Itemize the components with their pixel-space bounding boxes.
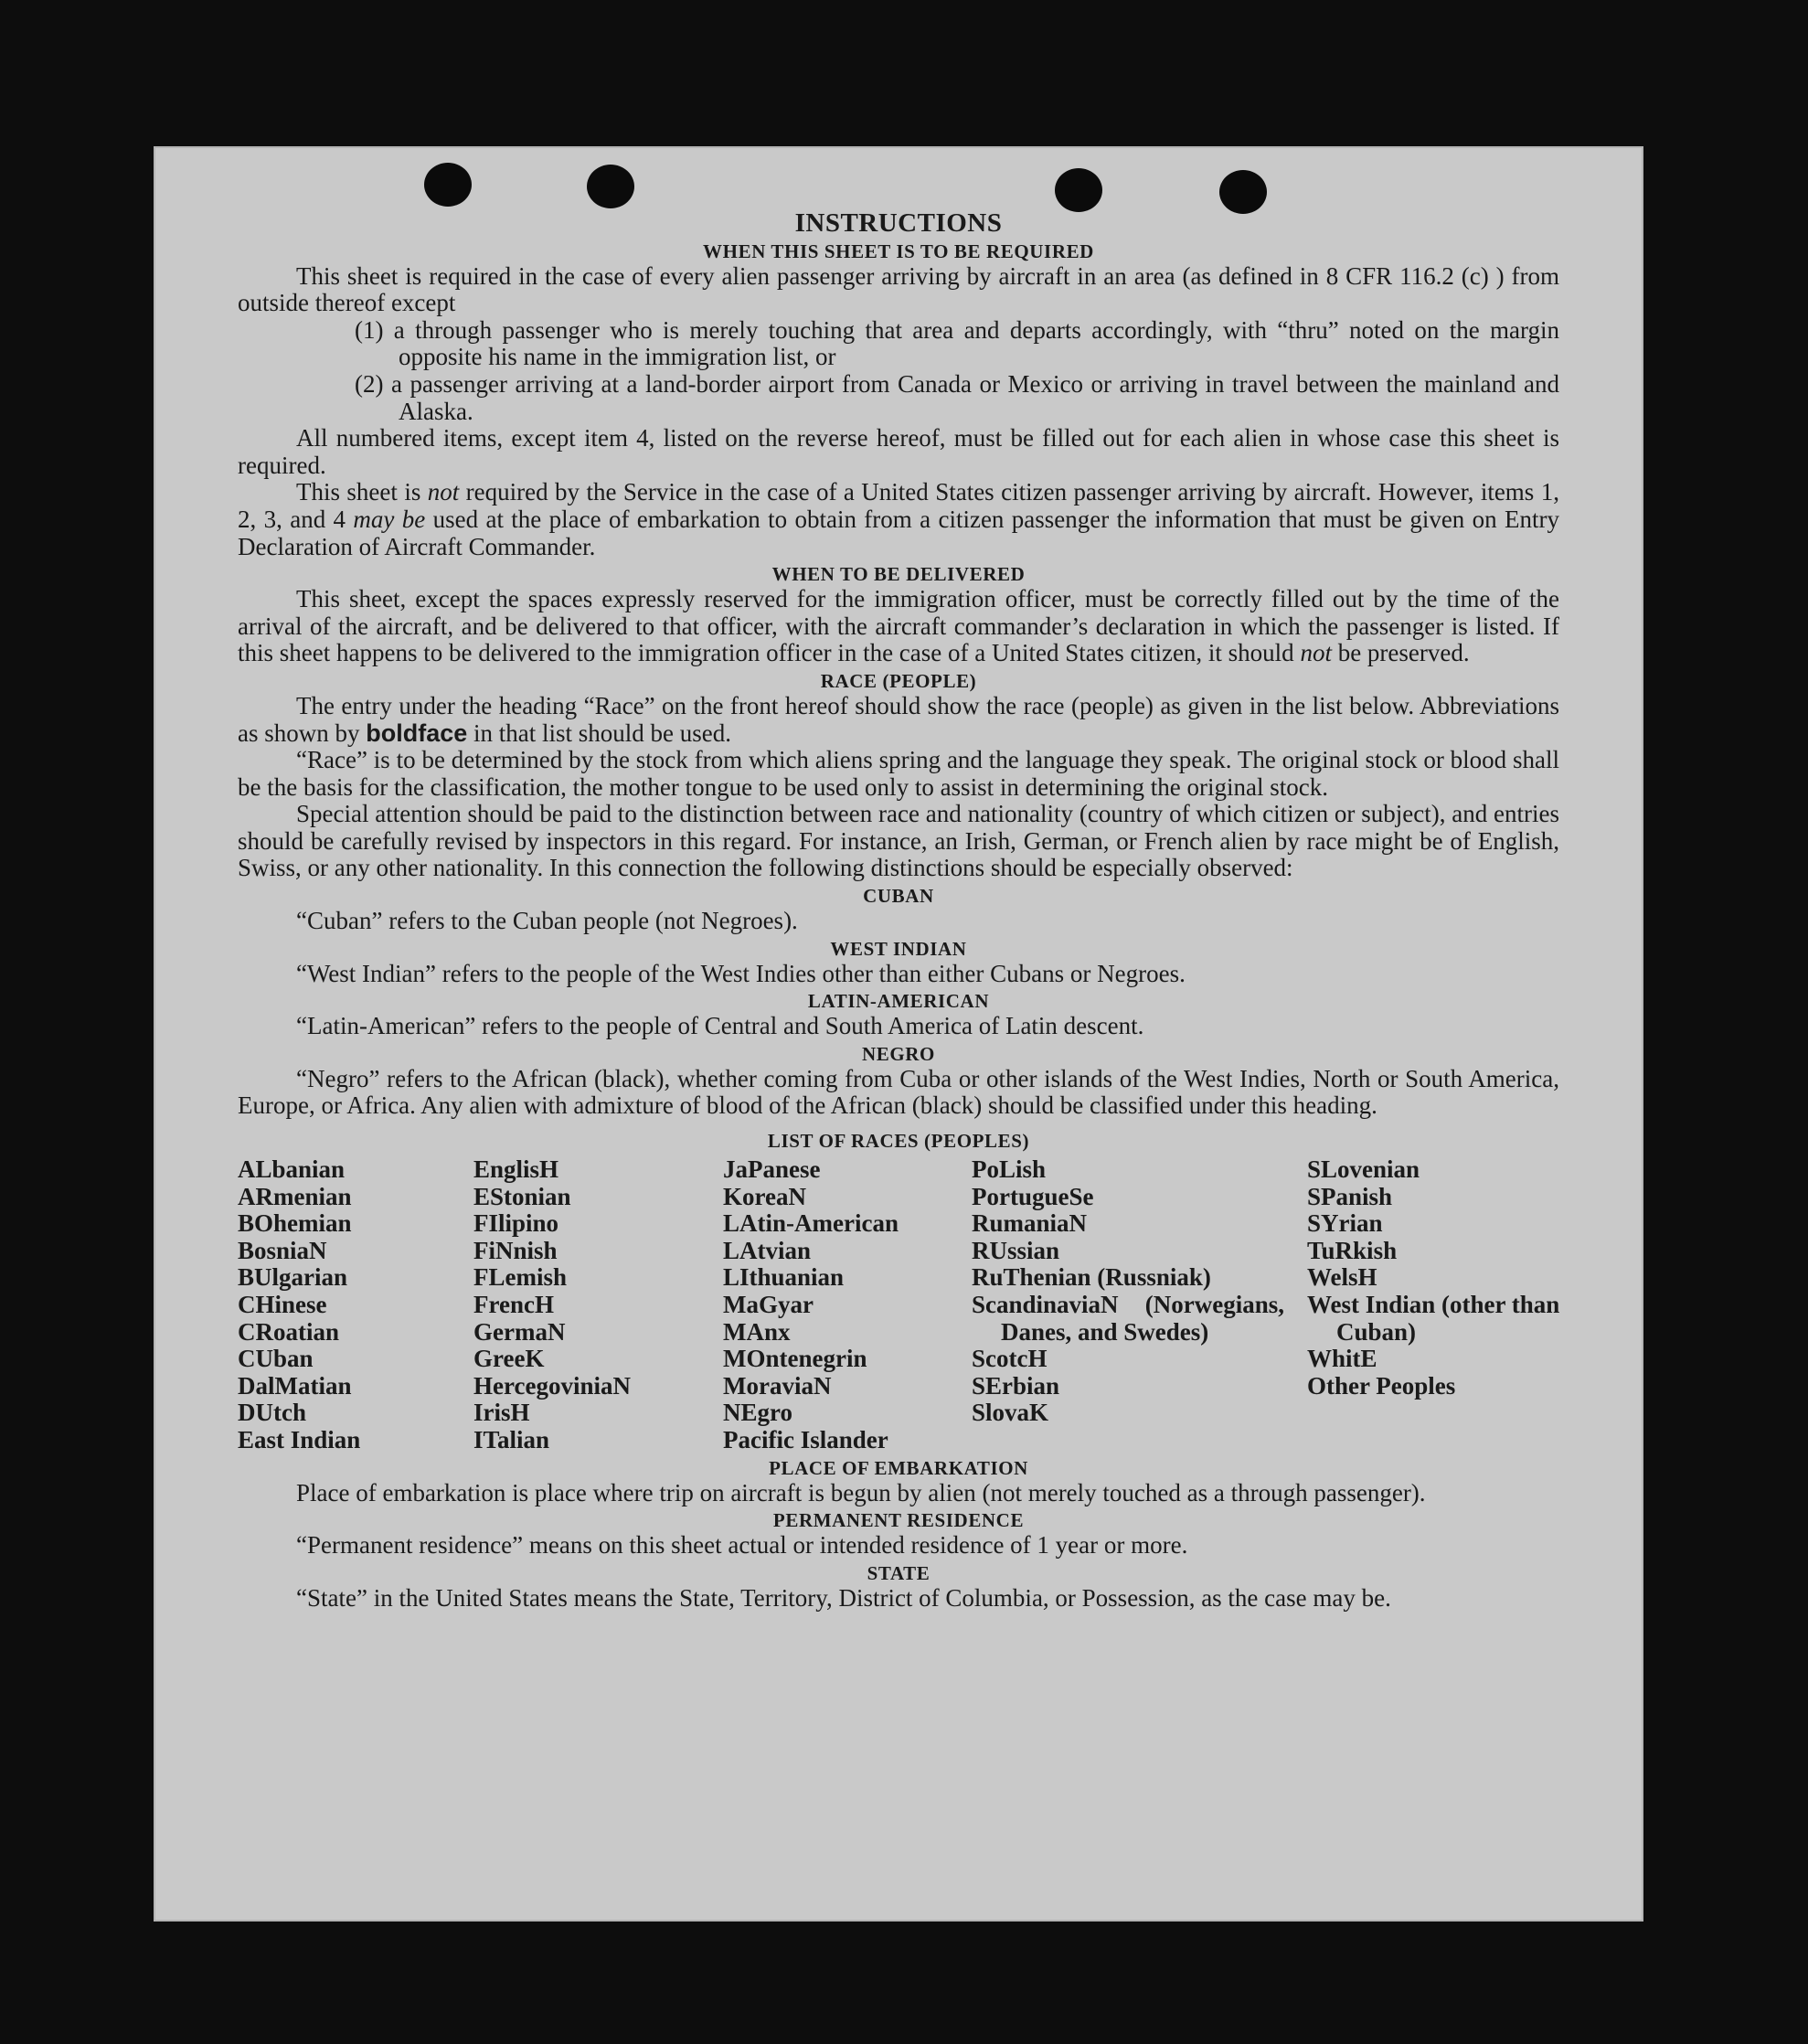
race-list-item: ITalian: [473, 1425, 550, 1453]
required-paragraph-3: This sheet is not required by the Service in the case of a United States citizen passenger arriving by aircraft. However, items 1, 2, 3, and 4 may be used at the place of embarkation to obtain from a citizen passenger the information that must be given on Entry Declaration of Aircraft Commander.: [238, 478, 1560, 560]
section-heading-race: RACE (PEOPLE): [820, 669, 977, 692]
punch-hole: [587, 165, 634, 208]
cuban-paragraph: “Cuban” refers to the Cuban people (not Negroes).: [296, 907, 798, 935]
instructions-content: [238, 210, 1559, 1612]
state-paragraph: “State” in the United States means the State, Territory, District of Columbia, or Possession, as the case may be.: [296, 1583, 1391, 1612]
race-list-item: SErbian: [972, 1371, 1060, 1400]
page-title: INSTRUCTIONS: [794, 208, 1003, 238]
race-list-item: LAtvian: [723, 1236, 812, 1264]
race-list-item: TuRkish: [1307, 1236, 1398, 1264]
section-heading-west-indian: WEST INDIAN: [830, 937, 967, 960]
race-list-column-1: [238, 1156, 473, 1454]
west-indian-paragraph: “West Indian” refers to the people of the West Indies other than either Cubans or Negroes.: [296, 959, 1186, 987]
race-list-item: BosniaN: [238, 1236, 327, 1264]
exception-item-1: (1) a through passenger who is merely touching that area and departs accordingly, with “thru” noted on the margin opposite his name in the immigration list, or: [355, 315, 1559, 371]
punch-hole: [424, 163, 472, 207]
race-list-item: LIthuanian: [723, 1263, 845, 1292]
race-list-column-5: [1307, 1156, 1559, 1454]
race-list-item: GreeK: [473, 1345, 545, 1373]
race-list-item: CUban: [238, 1345, 314, 1373]
race-list-item: MAnx: [723, 1317, 791, 1346]
race-list-item: BOhemian: [238, 1209, 352, 1238]
race-list-item: FIlipino: [473, 1209, 559, 1238]
race-list-item: WhitE: [1307, 1345, 1377, 1373]
race-list-item: KoreaN: [723, 1182, 806, 1210]
race-list-item: EnglisH: [473, 1155, 559, 1184]
section-heading-cuban: CUBAN: [863, 885, 934, 908]
race-list-item: DUtch: [238, 1399, 306, 1427]
race-list-item: PoLish: [972, 1155, 1047, 1184]
race-list-item: East Indian: [238, 1425, 361, 1453]
race-list-item: HercegoviniaN: [473, 1371, 631, 1400]
race-list-item: West Indian (other than Cuban): [1307, 1291, 1560, 1346]
race-list-column-2: [473, 1156, 723, 1454]
race-list-column-4: [972, 1156, 1307, 1454]
delivered-paragraph: This sheet, except the spaces expressly reserved for the immigration officer, must be correctly filled out by the time of the arrival of the aircraft, and be delivered to that officer, with the aircraft commander’s declaration in which the passenger is listed. If this sheet happens to be delivered to the immigration officer in the case of a United States citizen, it should not be preserved.: [238, 585, 1559, 667]
section-heading-list-of-races: LIST OF RACES (PEOPLES): [767, 1130, 1030, 1153]
race-list-item: Pacific Islander: [723, 1425, 888, 1453]
negro-paragraph: “Negro” refers to the African (black), whether coming from Cuba or other islands of the West Indies, North or South America, Europe, or Africa. Any alien with admixture of blood of the African (black) should be classified under this heading.: [238, 1064, 1559, 1120]
section-heading-required: WHEN THIS SHEET IS TO BE REQUIRED: [703, 240, 1094, 262]
race-list-item: BUlgarian: [238, 1263, 348, 1292]
race-list-item: ARmenian: [238, 1182, 352, 1210]
race-list-item: FLemish: [473, 1263, 568, 1292]
embarkation-paragraph: Place of embarkation is place where trip on aircraft is begun by alien (not merely touched as a through passenger).: [296, 1478, 1426, 1506]
section-heading-permanent-residence: PERMANENT RESIDENCE: [772, 1509, 1025, 1532]
section-heading-embarkation: PLACE OF EMBARKATION: [769, 1456, 1028, 1479]
section-heading-state: STATE: [867, 1561, 931, 1584]
race-list-item: WelsH: [1307, 1263, 1377, 1292]
race-list-item: RumaniaN: [972, 1209, 1088, 1238]
race-list-item: FrencH: [473, 1291, 554, 1318]
section-heading-latin-american: LATIN-AMERICAN: [807, 990, 990, 1013]
race-list-item: CHinese: [238, 1291, 327, 1318]
punch-hole: [1055, 168, 1102, 212]
race-list-item: SlovaK: [972, 1399, 1049, 1427]
race-list-item: RUssian: [972, 1236, 1060, 1264]
race-list-item: SLovenian: [1307, 1155, 1420, 1184]
exception-item-2: (2) a passenger arriving at a land-border airport from Canada or Mexico or arriving in travel between the mainland and Alaska.: [355, 369, 1559, 425]
race-list-item: SYrian: [1307, 1209, 1383, 1238]
required-intro: This sheet is required in the case of every alien passenger arriving by aircraft in an area (as defined in 8 CFR 116.2 (c) ) from outside thereof except: [238, 261, 1559, 317]
race-list-item: FiNnish: [473, 1236, 558, 1264]
race-paragraph-1: The entry under the heading “Race” on the front hereof should show the race (people) as given in the list below. Abbreviations as shown by boldface in that list should be used.: [238, 691, 1559, 747]
race-list-item: MoraviaN: [723, 1371, 832, 1400]
race-list-item: MaGyar: [723, 1291, 814, 1318]
punch-hole: [1219, 170, 1267, 214]
latin-american-paragraph: “Latin-American” refers to the people of Central and South America of Latin descent.: [296, 1012, 1144, 1040]
race-list-item: DalMatian: [238, 1371, 352, 1400]
race-list-column-3: [723, 1156, 972, 1454]
race-list: [238, 1156, 1559, 1454]
race-list-item: MOntenegrin: [723, 1345, 867, 1373]
race-list-item: RuThenian (Russniak): [972, 1263, 1211, 1292]
race-list-item: PortugueSe: [972, 1182, 1094, 1210]
required-paragraph-2: All numbered items, except item 4, listed on the reverse hereof, must be filled out for each alien in whose case this sheet is required.: [238, 424, 1559, 479]
race-paragraph-3: Special attention should be paid to the distinction between race and nationality (country of which citizen or subject), and entries should be carefully revised by inspectors in this regard. For instance, an Irish, German, or French alien by race might be of English, Swiss, or any other nationality. In this connection the following distinctions should be especially observed:: [238, 800, 1559, 882]
section-heading-negro: NEGRO: [861, 1042, 935, 1065]
race-list-item: GermaN: [473, 1317, 566, 1346]
race-list-item: EStonian: [473, 1182, 571, 1210]
race-list-item: ALbanian: [238, 1155, 346, 1184]
race-list-item: SPanish: [1307, 1182, 1393, 1210]
race-list-item: ScotcH: [972, 1345, 1048, 1373]
section-heading-delivered: WHEN TO BE DELIVERED: [771, 563, 1026, 586]
document-sheet: [154, 146, 1643, 1922]
race-list-item: LAtin-American: [723, 1209, 899, 1238]
race-list-item: ScandinaviaN (Norwegians, Danes, and Swedes): [972, 1291, 1284, 1346]
race-list-item: Other Peoples: [1307, 1371, 1456, 1400]
race-list-item: CRoatian: [238, 1317, 340, 1346]
race-list-item: IrisH: [473, 1399, 530, 1427]
race-list-item: NEgro: [723, 1399, 793, 1427]
permanent-residence-paragraph: “Permanent residence” means on this sheet actual or intended residence of 1 year or more.: [296, 1531, 1188, 1560]
race-paragraph-2: “Race” is to be determined by the stock from which aliens spring and the language they speak. The original stock or blood shall be the basis for the classification, the mother tongue to be used only to assist in determining the original stock.: [238, 746, 1559, 801]
race-list-item: JaPanese: [723, 1155, 821, 1184]
